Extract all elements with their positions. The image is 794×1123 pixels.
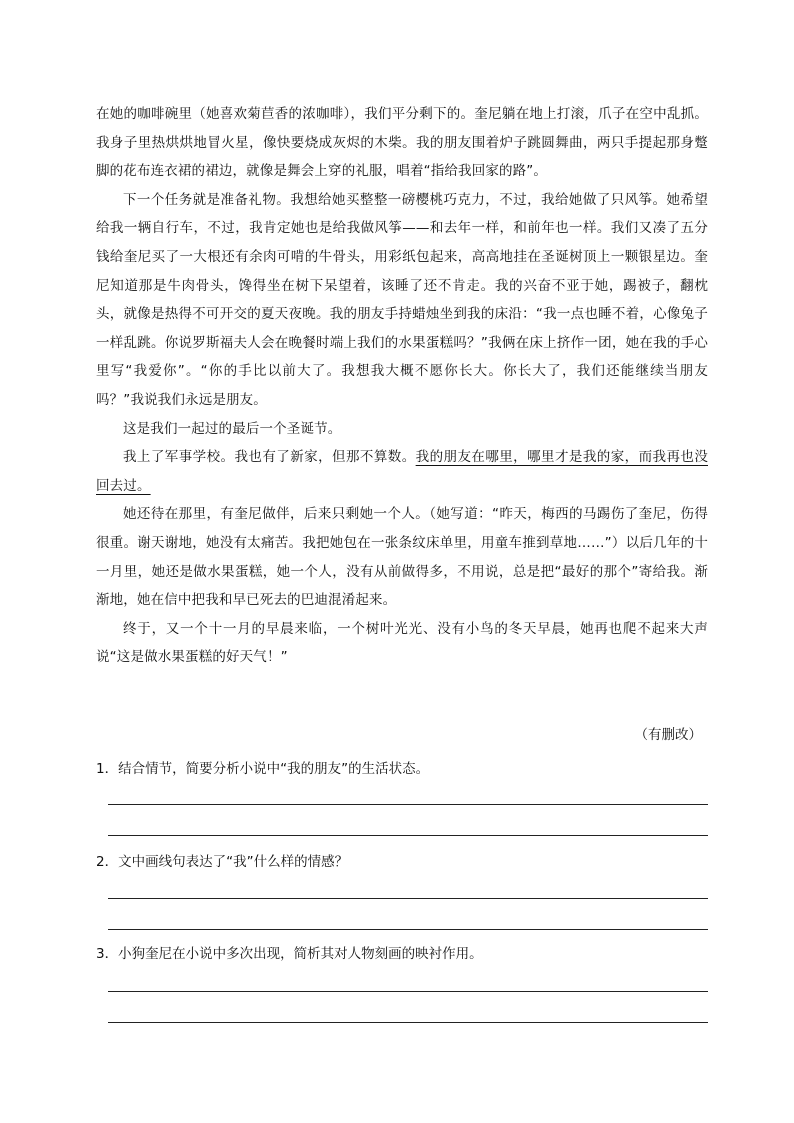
story-paragraph-6: 终于，又一个十一月的早晨来临，一个树叶光光、没有小鸟的冬天早晨，她再也爬不起来大声说“这是做水果蛋糕的好天气！”	[96, 620, 708, 666]
question-1: 1．结合情节，简要分析小说中“我的朋友”的生活状态。	[96, 761, 430, 777]
story-paragraph-1: 在她的咖啡碗里（她喜欢菊苣香的浓咖啡），我们平分剩下的。奎尼躺在地上打滚，爪子在空中乱抓。我身子里热烘烘地冒火星，像快要烧成灰烬的木柴。我的朋友围着炉子跳圆舞曲，两只手提起那身蹩脚的花布连衣裙的裙边，就像是舞会上穿的礼服，唱着“指给我回家的路”。	[96, 106, 708, 180]
underlined-sentence: 我的朋友在哪里，哪里才是我的家，而我再也没回去过。	[96, 449, 708, 494]
story-paragraph-2: 下一个任务就是准备礼物。我想给她买整整一磅樱桃巧克力，不过，我给她做了只风筝。她希望给我一辆自行车，不过，我肯定她也是给我做风筝——和去年一样，和前年也一样。我们又凑了五分钱给奎尼买了一大根还有余肉可啃的牛骨头，用彩纸包起来，高高地挂在圣诞树顶上一颗银星边。奎尼知道那是牛肉骨头，馋得坐在树下呆望着，该睡了还不肯走。我的兴奋不亚于她，踢被子，翻枕头，就像是热得不可开交的夏天夜晚。我的朋友手持蜡烛坐到我的床沿：“我一点也睡不着，心像兔子一样乱跳。你说罗斯福夫人会在晚餐时端上我们的水果蛋糕吗？”我俩在床上挤作一团，她在我的手心里写“我爱你”。“你的手比以前大了。我想我大概不愿你长大。你长大了，我们还能继续当朋友吗？”我说我们永远是朋友。	[96, 191, 708, 408]
answer-line[interactable]	[108, 1022, 708, 1023]
story-paragraph-4-text: 我上了军事学校。我也有了新家，但那不算数。	[123, 449, 416, 466]
story-excerpt	[96, 100, 708, 672]
answer-line[interactable]	[108, 991, 708, 992]
answer-line[interactable]	[108, 929, 708, 930]
question-3: 3．小狗奎尼在小说中多次出现，简析其对人物刻画的映衬作用。	[96, 946, 483, 962]
answer-line[interactable]	[108, 835, 708, 836]
question-2: 2．文中画线句表达了“我”什么样的情感？	[96, 854, 349, 870]
story-paragraph-4	[96, 443, 708, 500]
story-paragraph-3: 这是我们一起过的最后一个圣诞节。	[123, 420, 342, 437]
edited-note: （有删改）	[634, 727, 702, 743]
story-paragraph-5: 她还待在那里，有奎尼做伴，后来只剩她一个人。（她写道：“昨天，梅西的马踢伤了奎尼，伤得很重。谢天谢地，她没有太痛苦。我把她包在一张条纹床单里，用童车推到草地……”）以后几年的十一月里，她还是做水果蛋糕，她一个人，没有从前做得多，不用说，总是把“最好的那个”寄给我。渐渐地，她在信中把我和早已死去的巴迪混淆起来。	[96, 506, 708, 609]
answer-line[interactable]	[108, 898, 708, 899]
answer-line[interactable]	[108, 804, 708, 805]
